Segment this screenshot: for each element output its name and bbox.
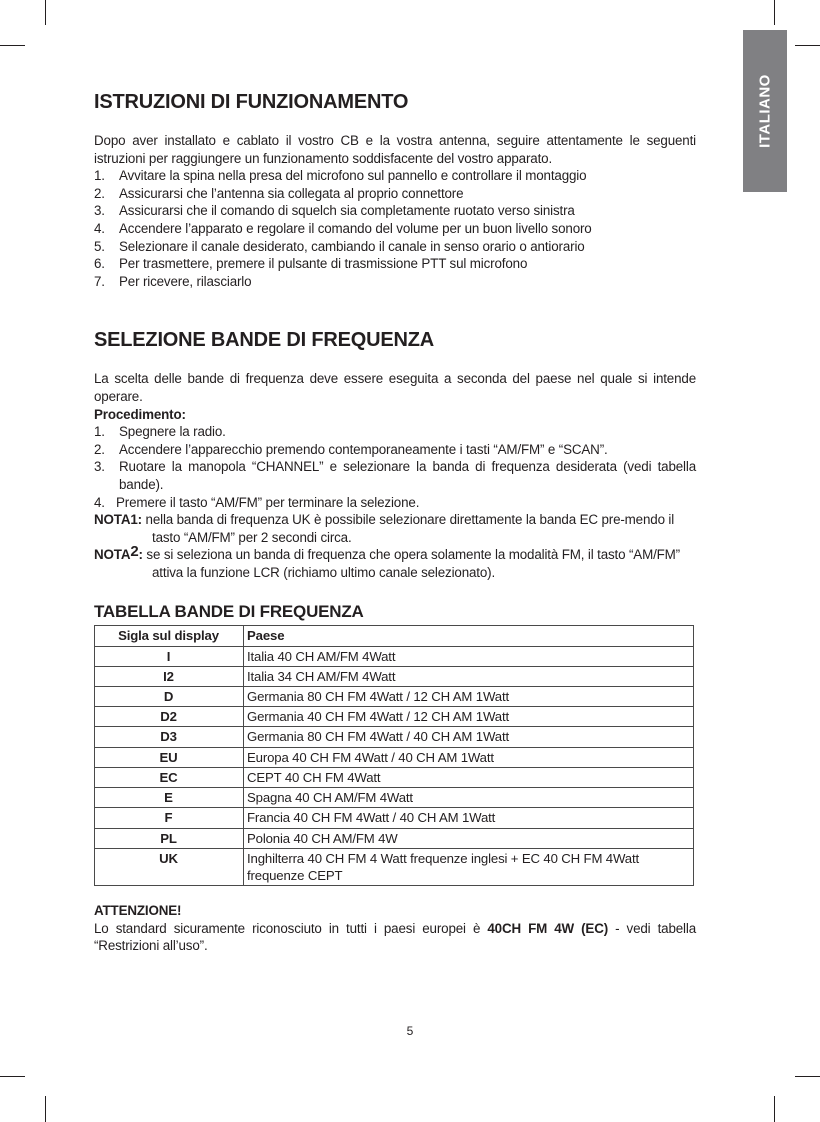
table-header-row	[95, 626, 694, 646]
table-row: F Francia 40 CH FM 4Watt / 40 CH AM 1Watt	[95, 808, 694, 828]
list-item: 3. Assicurarsi che il comando di squelch sia completamente ruotato verso sinistra	[94, 203, 575, 219]
table-row: EC CEPT 40 CH FM 4Watt	[95, 767, 694, 787]
language-tab-label: ITALIANO	[756, 74, 774, 148]
procedure-steps-list	[94, 423, 696, 511]
note-1	[94, 511, 696, 546]
crop-mark-top-right-v	[774, 0, 775, 25]
table-row: D3 Germania 80 CH FM 4Watt / 40 CH AM 1Watt	[95, 727, 694, 747]
table-row: I Italia 40 CH AM/FM 4Watt	[95, 646, 694, 666]
note-2-label: NOTA	[94, 547, 131, 563]
note-2-text: se si seleziona un banda di frequenza che opera solamente la modalità FM, il tasto “AM/FM” attiva la funzione LCR (richiamo ultimo canale selezionato).	[142, 547, 680, 580]
frequency-band-table	[94, 625, 694, 886]
page-number: 5	[406, 1024, 414, 1038]
note-1-text: nella banda di frequenza UK è possibile selezionare direttamente la banda EC pre-mendo il tasto “AM/FM” per 2 secondi circa.	[141, 512, 675, 545]
crop-mark-top-left-h	[0, 45, 25, 46]
column-header-country: Paese	[244, 626, 694, 646]
note-2: NOTA$^2$: se si seleziona un banda di frequenza che opera solamente la modalità FM, il tasto “AM/FM” attiva la funzione LCR (richiamo ultimo canale selezionato).	[94, 543, 680, 580]
section-title-operating-instructions: ISTRUZIONI DI FUNZIONAMENTO	[94, 91, 409, 113]
column-header-display-code: Sigla sul display	[95, 626, 244, 646]
operating-intro: Dopo aver installato e cablato il vostro CB e la vostra antenna, seguire attentamente le seguenti istruzioni per raggiungere un funzionamento soddisfacente del vostro apparato.	[94, 133, 696, 166]
standard-band-highlight: 40CH FM 4W (EC)	[487, 920, 609, 936]
list-item: 6. Per trasmettere, premere il pulsante di trasmissione PTT sul microfono	[94, 256, 528, 272]
table-row: E Spagna 40 CH AM/FM 4Watt	[95, 788, 694, 808]
procedure-label: Procedimento:	[94, 406, 186, 422]
list-item: 1. Avvitare la spina nella presa del microfono sul pannello e controllare il montaggio	[94, 168, 587, 184]
warning-text: Lo standard sicuramente riconosciuto in tutti i paesi europei è 40CH FM 4W (EC) - vedi tabella “Restrizioni all’uso”.	[94, 920, 696, 954]
list-item: 5. Selezionare il canale desiderato, cambiando il canale in senso orario o antiorario	[94, 238, 585, 254]
crop-mark-bottom-left-v	[45, 1096, 46, 1122]
list-item: 7. Per ricevere, rilasciarlo	[94, 273, 252, 289]
operating-steps-list	[94, 167, 696, 290]
table-title: TABELLA BANDE DI FREQUENZA	[94, 602, 364, 622]
warning-title: ATTENZIONE!	[94, 903, 182, 919]
list-item: 2. Accendere l’apparecchio premendo contemporaneamente i tasti “AM/FM” e “SCAN”.	[94, 441, 608, 457]
band-selection-intro: La scelta delle bande di frequenza deve essere eseguita a seconda del paese nel quale si intende operare.	[94, 371, 696, 404]
crop-mark-top-left-v	[45, 0, 46, 25]
list-item: 1. Spegnere la radio.	[94, 424, 226, 440]
list-item: 3. Ruotare la manopola “CHANNEL” e selezionare la banda di frequenza desiderata (vedi tabella bande).	[94, 459, 696, 492]
table-row: D2 Germania 40 CH FM 4Watt / 12 CH AM 1Watt	[95, 707, 694, 727]
table-row: I2 Italia 34 CH AM/FM 4Watt	[95, 666, 694, 686]
table-row: PL Polonia 40 CH AM/FM 4W	[95, 828, 694, 848]
table-row: D Germania 80 CH FM 4Watt / 12 CH AM 1Watt	[95, 687, 694, 707]
list-item: 4. Accendere l’apparato e regolare il comando del volume per un buon livello sonoro	[94, 220, 592, 236]
note-1-label: NOTA1:	[94, 512, 142, 528]
crop-mark-bottom-right-h	[795, 1076, 820, 1077]
list-item: 2. Assicurarsi che l’antenna sia collegata al proprio connettore	[94, 185, 464, 201]
crop-mark-bottom-right-v	[774, 1096, 775, 1122]
table-row: EU Europa 40 CH FM 4Watt / 40 CH AM 1Watt	[95, 747, 694, 767]
crop-mark-bottom-left-h	[0, 1076, 25, 1077]
language-tab	[743, 30, 787, 192]
page-content	[94, 88, 696, 955]
crop-mark-top-right-h	[795, 45, 820, 46]
table-row: UK Inghilterra 40 CH FM 4 Watt frequenze inglesi + EC 40 CH FM 4Watt frequenze CEPT	[95, 848, 694, 885]
list-item: 4. Premere il tasto “AM/FM” per terminare la selezione.	[94, 494, 420, 510]
section-title-band-selection: SELEZIONE BANDE DI FREQUENZA	[94, 329, 434, 352]
